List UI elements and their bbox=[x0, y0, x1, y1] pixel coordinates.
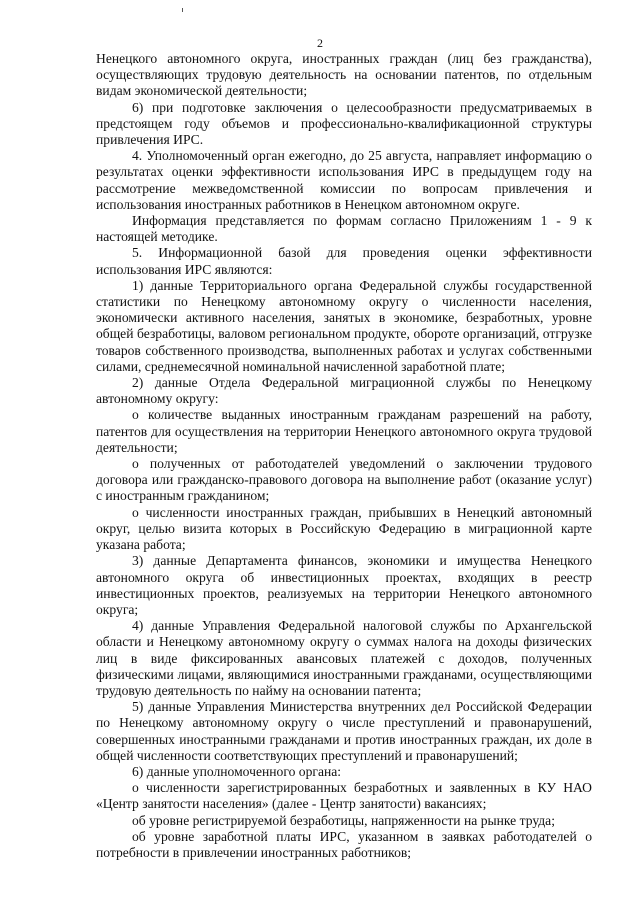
paragraph: о численности зарегистрированных безработных и заявленных в КУ НАО «Центр занятости населения» (далее - Центр занятости) вакансиях; bbox=[96, 780, 592, 812]
paragraph: 2) данные Отдела Федеральной миграционной службы по Ненецкому автономному округу: bbox=[96, 375, 592, 407]
paragraph: 1) данные Территориального органа Федеральной службы государственной статистики по Ненецкому автономному округу о численности населения, экономически активного населения, занятых в экономике, безработных, уровне общей безработицы, валовом региональном продукте, обороте организаций, отгрузке товаров собственного производства, выполненных работах и услугах собственными силами, среднемесячной номинальной начисленной заработной плате; bbox=[96, 277, 592, 374]
paragraph-continuation: Ненецкого автономного округа, иностранных граждан (лиц без гражданства), осуществляющих трудовую деятельность на основании патентов, по отдельным видам экономической деятельности; bbox=[96, 51, 592, 99]
paragraph: 5. Информационной базой для проведения оценки эффективности использования ИРС являются: bbox=[96, 245, 592, 277]
paragraph: 4) данные Управления Федеральной налоговой службы по Архангельской области и Ненецкому автономному округу о суммах налога на доходы физических лиц в виде фиксированных авансовых платежей с доходов, полученных физическими лицами, являющимися иностранными гражданами, осуществляющими трудовую деятельность по найму на основании патента; bbox=[96, 618, 592, 698]
paragraph: о численности иностранных граждан, прибывших в Ненецкий автономный округ, целью визита которых в Российскую Федерацию в миграционной карте указана работа; bbox=[96, 504, 592, 553]
paragraph: 3) данные Департамента финансов, экономики и имущества Ненецкого автономного округа об инвестиционных проектах, входящих в реестр инвестиционных проектов, реализуемых на территории Ненецкого автономного округа; bbox=[96, 553, 592, 617]
document-body bbox=[96, 51, 592, 861]
paragraph: об уровне заработной платы ИРС, указанном в заявках работодателей о потребности в привлечении иностранных работников; bbox=[96, 828, 592, 860]
paragraph: 5) данные Управления Министерства внутренних дел Российской Федерации по Ненецкому автономному округу о числе преступлений и правонарушений, совершенных иностранными гражданами и против иностранных граждан, их доле в общей численности соответствующих преступлений и правонарушений; bbox=[96, 699, 592, 763]
paragraph: об уровне регистрируемой безработицы, напряженности на рынке труда; bbox=[132, 812, 555, 828]
paragraph: 4. Уполномоченный орган ежегодно, до 25 августа, направляет информацию о результатах оценки эффективности использования ИРС в предыдущем году на рассмотрение межведомственной комиссии по вопросам привлечения и использования иностранных работников в Ненецком автономном округе. bbox=[96, 148, 592, 212]
paragraph: о количестве выданных иностранным гражданам разрешений на работу, патентов для осуществления на территории Ненецкого автономного округа трудовой деятельности; bbox=[96, 407, 592, 455]
paragraph: 6) данные уполномоченного органа: bbox=[132, 763, 342, 779]
scan-mark bbox=[182, 8, 183, 12]
paragraph: 6) при подготовке заключения о целесообразности предусматриваемых в предстоящем году объемов и профессионально-квалификационной структуры привлечения ИРС. bbox=[96, 99, 592, 148]
page-number: 2 bbox=[317, 36, 323, 50]
paragraph: о полученных от работодателей уведомлений о заключении трудового договора или гражданско-правового договора на выполнение работ (оказание услуг) с иностранным гражданином; bbox=[96, 456, 592, 504]
paragraph: Информация представляется по формам согласно Приложениям 1 - 9 к настоящей методике. bbox=[96, 213, 592, 245]
